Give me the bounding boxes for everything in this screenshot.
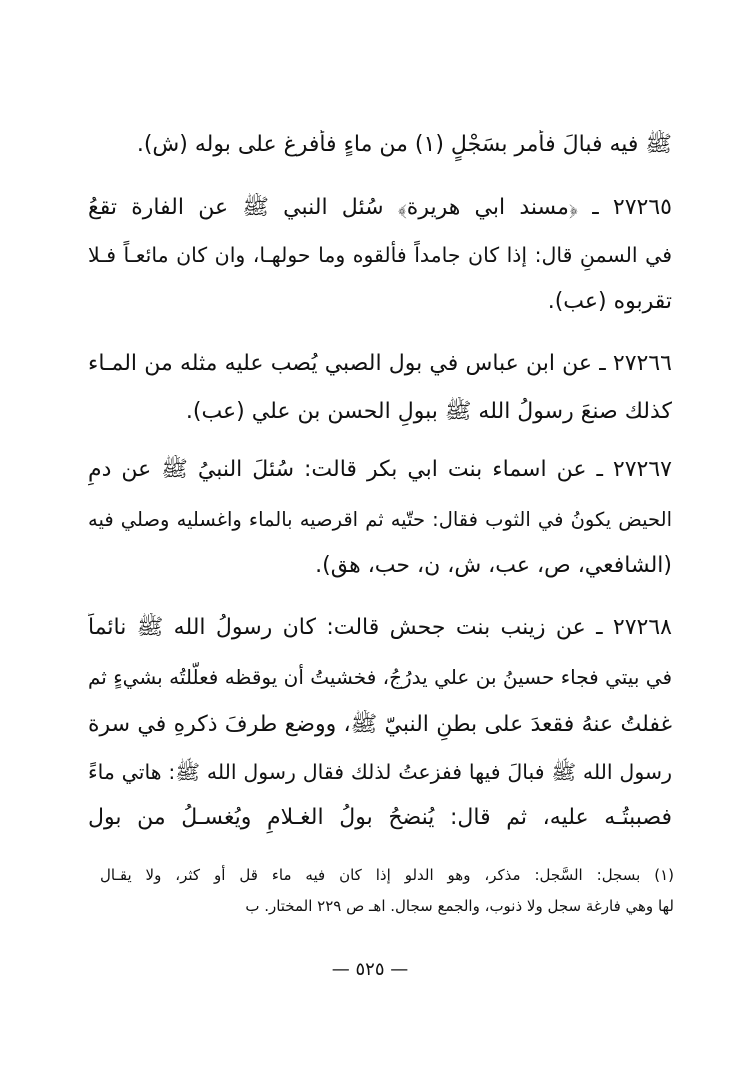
text-line: (الشافعي، ص، عب، ش، ن، حب، هق). <box>315 553 672 578</box>
footnote-line: (١) بسجل: السَّجل: مذكر، وهو الدلو إذا كان فيه ماء قل أو كثر، ولا يقـال <box>100 866 674 884</box>
text-line: الحيض يكونُ في الثوب فقال: حتّيه ثم اقرصيه بالماء واغسليه وصلي فيه <box>88 508 672 531</box>
page-number: — ٥٢٥ — <box>331 959 409 980</box>
text-line: في السمنِ قال: إذا كان جامداً فألقوه وما حولهـا، وان كان مائعـاً فـلا <box>88 243 672 267</box>
hadith-27267-heading-line: ٢٧٢٦٧ ـ عن اسماء بنت ابي بكر قالت: سُئلَ النبيُ ﷺ عن دمِ <box>88 457 672 482</box>
footnote-separator <box>100 840 660 841</box>
text-line: في بيتي فجاء حسينُ بن علي يدرُجُ، فخشيتُ أن يوقظه فعلّلتُه بشيءٍ ثم <box>88 665 672 689</box>
text-line: غفلتُ عنهُ فقعدَ على بطنِ النبيّ ﷺ، ووضع طرفَ ذكرهِ في سرة <box>88 712 672 737</box>
footnote-line: لها وهي فارغة سجل ولا ذنوب، والجمع سجال. اهـ ص ٢٢٩ المختار. ب <box>245 897 674 915</box>
hadith-27266-heading-line: ٢٧٢٦٦ ـ عن ابن عباس في بول الصبي يُصب عليه مثله من المـاء <box>88 351 672 376</box>
text-line: رسول الله ﷺ فبالَ فيها ففزعتُ لذلك فقال رسول الله ﷺ: هاتي ماءً <box>88 760 672 784</box>
hadith-27265-heading-line: ٢٧٢٦٥ ـ ﴿مسند ابي هريرة﴾ سُئل النبي ﷺ عن الفارة تقعُ <box>88 195 672 220</box>
hadith-27268-heading-line: ٢٧٢٦٨ ـ عن زينب بنت جحش قالت: كان رسولُ الله ﷺ نائماً <box>88 615 672 640</box>
text-line: كذلك صنعَ رسولُ الله ﷺ ببولِ الحسن بن علي (عب). <box>185 399 672 424</box>
text-line: فصببتُـه عليه، ثم قال: يُنضحُ بولُ الغـلامِ ويُغسـلُ من بول <box>88 805 672 830</box>
text-line: ﷺ فيه فبالَ فأمر بسَجْلٍ (١) من ماءٍ فأفرغ على بوله (ش). <box>136 132 672 157</box>
text-line: تقربوه (عب). <box>547 289 672 314</box>
